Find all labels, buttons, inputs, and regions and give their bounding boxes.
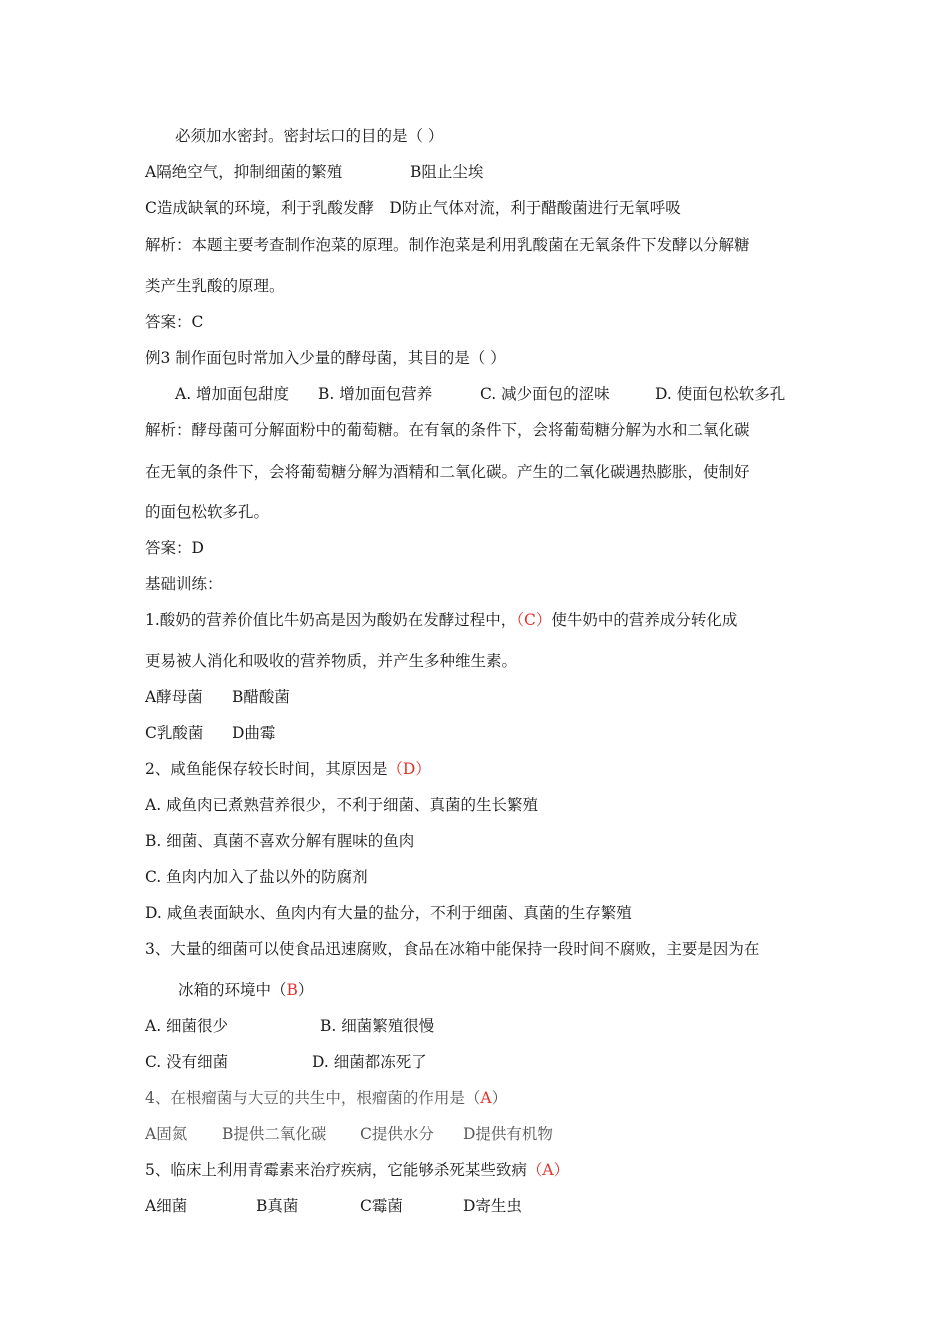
option-d: D寄生虫 bbox=[463, 1197, 522, 1215]
example-question: 例3 制作面包时常加入少量的酵母菌，其目的是（ ） bbox=[145, 349, 506, 367]
option-d: D. 咸鱼表面缺水、鱼肉内有大量的盐分，不利于细菌、真菌的生存繁殖 bbox=[145, 904, 632, 922]
question-text: ） bbox=[491, 1089, 508, 1107]
option-a: A. 细菌很少 bbox=[145, 1017, 229, 1035]
question-5 bbox=[145, 1160, 569, 1180]
option-d: D曲霉 bbox=[232, 724, 276, 742]
option-row bbox=[145, 162, 342, 182]
answer-text: 答案：D bbox=[145, 539, 204, 557]
question-3: 3、大量的细菌可以使食品迅速腐败，食品在冰箱中能保持一段时间不腐败，主要是因为在 bbox=[145, 940, 760, 958]
option-a: A细菌 bbox=[145, 1197, 188, 1215]
option-b: B. 细菌、真菌不喜欢分解有腥味的鱼肉 bbox=[145, 832, 415, 850]
analysis-text: 类产生乳酸的原理。 bbox=[145, 277, 285, 295]
option-b: B. 增加面包营养 bbox=[318, 385, 433, 403]
option-a: A. 咸鱼肉已煮熟营养很少，不利于细菌、真菌的生长繁殖 bbox=[145, 796, 539, 814]
text-line: C造成缺氧的环境，利于乳酸发酵 D防止气体对流，利于醋酸菌进行无氧呼吸 bbox=[145, 199, 681, 217]
question-text: ） bbox=[297, 981, 314, 999]
option-c: C. 没有细菌 bbox=[145, 1053, 229, 1071]
answer-mark: B bbox=[286, 981, 298, 999]
option-a: A隔绝空气，抑制细菌的繁殖 bbox=[145, 163, 343, 181]
question-1 bbox=[145, 610, 737, 630]
question-text: 1.酸奶的营养价值比牛奶高是因为酸奶在发酵过程中， bbox=[145, 611, 517, 629]
answer-mark: （A） bbox=[526, 1161, 570, 1179]
answer-mark: （C） bbox=[516, 611, 552, 629]
analysis-text: 解析：本题主要考查制作泡菜的原理。制作泡菜是利用乳酸菌在无氧条件下发酵以分解糖 bbox=[145, 236, 750, 254]
option-c: C乳酸菌 bbox=[145, 724, 204, 742]
question-text: 更易被人消化和吸收的营养物质，并产生多种维生素。 bbox=[145, 652, 518, 670]
question-4 bbox=[145, 1088, 507, 1108]
option-b: B. 细菌繁殖很慢 bbox=[320, 1017, 435, 1035]
text-line: 必须加水密封。密封坛口的目的是（ ） bbox=[175, 127, 444, 145]
option-a: A. 增加面包甜度 bbox=[175, 385, 290, 403]
option-d: D提供有机物 bbox=[463, 1125, 553, 1143]
option-b: B阻止尘埃 bbox=[410, 163, 484, 181]
option-b: B真菌 bbox=[256, 1197, 299, 1215]
question-text: 使牛奶中的营养成分转化成 bbox=[551, 611, 738, 629]
option-c: C提供水分 bbox=[360, 1125, 434, 1143]
question-text bbox=[178, 980, 313, 1000]
answer-mark: A bbox=[480, 1089, 492, 1107]
option-d: D. 使面包松软多孔 bbox=[655, 385, 786, 403]
option-d: D. 细菌都冻死了 bbox=[312, 1053, 427, 1071]
analysis-text: 在无氧的条件下，会将葡萄糖分解为酒精和二氧化碳。产生的二氧化碳遇热膨胀，使制好 bbox=[145, 463, 750, 481]
option-c: C. 鱼肉内加入了盐以外的防腐剂 bbox=[145, 868, 368, 886]
option-c: C. 减少面包的涩味 bbox=[480, 385, 610, 403]
answer-text: 答案：C bbox=[145, 313, 204, 331]
question-text: 4、在根瘤菌与大豆的共生中，根瘤菌的作用是（ bbox=[145, 1089, 481, 1107]
option-b: B醋酸菌 bbox=[232, 688, 290, 706]
analysis-text: 的面包松软多孔。 bbox=[145, 503, 270, 521]
question-text: 冰箱的环境中（ bbox=[178, 981, 287, 999]
question-text: 2、咸鱼能保存较长时间，其原因是 bbox=[145, 760, 388, 778]
question-text: 5、临床上利用青霉素来治疗疾病，它能够杀死某些致病 bbox=[145, 1161, 527, 1179]
option-b: B提供二氧化碳 bbox=[222, 1125, 327, 1143]
option-a: A酵母菌 bbox=[145, 688, 203, 706]
option-c: C霉菌 bbox=[360, 1197, 403, 1215]
analysis-text: 解析：酵母菌可分解面粉中的葡萄糖。在有氧的条件下，会将葡萄糖分解为水和二氧化碳 bbox=[145, 421, 750, 439]
question-2 bbox=[145, 759, 431, 779]
section-heading: 基础训练： bbox=[145, 575, 223, 593]
answer-mark: （D） bbox=[387, 760, 431, 778]
option-a: A固氮 bbox=[145, 1125, 188, 1143]
